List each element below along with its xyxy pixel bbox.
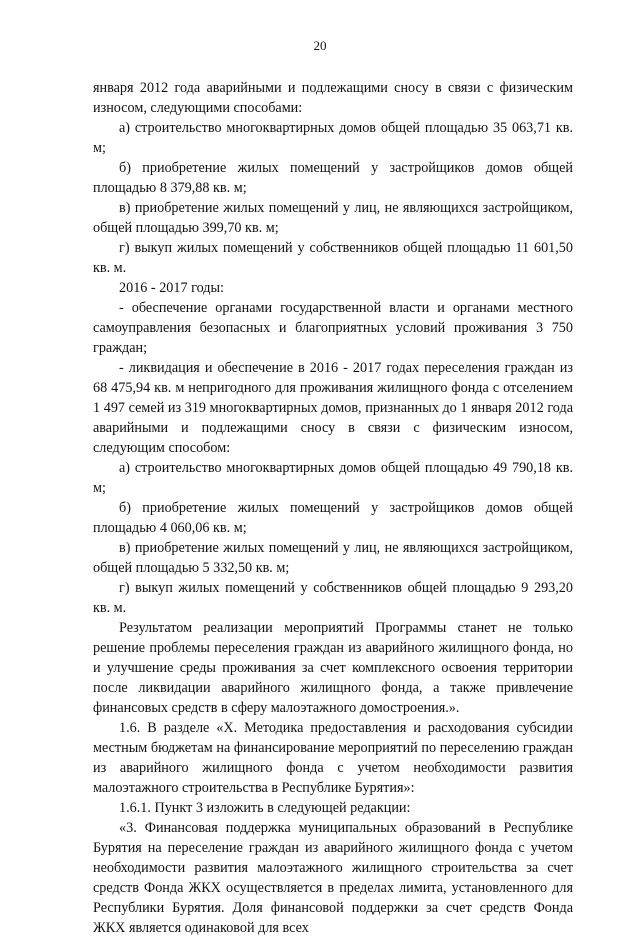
paragraph: - обеспечение органами государственной власти и органами местного самоуправления безопасных и благоприятных условий проживания 3 750 граждан; [93, 300, 573, 356]
paragraph: - ликвидация и обеспечение в 2016 - 2017 годах переселения граждан из 68 475,94 кв. м непригодного для проживания жилищного фонда с отселением 1 497 семей из 319 многоквартирных домов, признанных до 1 января 2012 года аварийными и подлежащими сносу в связи с физическим износом, следующим способом: [93, 360, 573, 456]
document-body [93, 78, 573, 938]
paragraph: в) приобретение жилых помещений у лиц, не являющихся застройщиком, общей площадью 5 332,50 кв. м; [93, 540, 573, 576]
paragraph: 1.6. В разделе «X. Методика предоставления и расходования субсидии местным бюджетам на финансирование мероприятий по переселению граждан из аварийного жилищного фонда с учетом необходимости развития малоэтажного строительства в Республике Бурятия»: [93, 720, 573, 796]
paragraph: а) строительство многоквартирных домов общей площадью 49 790,18 кв. м; [93, 460, 573, 496]
paragraph: б) приобретение жилых помещений у застройщиков домов общей площадью 4 060,06 кв. м; [93, 500, 573, 536]
paragraph: а) строительство многоквартирных домов общей площадью 35 063,71 кв. м; [93, 120, 573, 156]
paragraph: г) выкуп жилых помещений у собственников общей площадью 11 601,50 кв. м. [93, 240, 573, 276]
paragraph: г) выкуп жилых помещений у собственников общей площадью 9 293,20 кв. м. [93, 580, 573, 616]
paragraph: 2016 - 2017 годы: [119, 280, 224, 296]
page-number: 20 [313, 38, 327, 53]
paragraph: января 2012 года аварийными и подлежащими сносу в связи с физическим износом, следующими способами: [93, 80, 573, 116]
paragraph: в) приобретение жилых помещений у лиц, не являющихся застройщиком, общей площадью 399,70 кв. м; [93, 200, 573, 236]
paragraph: б) приобретение жилых помещений у застройщиков домов общей площадью 8 379,88 кв. м; [93, 160, 573, 196]
paragraph: 1.6.1. Пункт 3 изложить в следующей редакции: [119, 800, 411, 816]
paragraph: «3. Финансовая поддержка муниципальных образований в Республике Бурятия на переселение граждан из аварийного жилищного фонда с учетом необходимости развития малоэтажного жилищного строительства за счет средств Фонда ЖКХ осуществляется в пределах лимита, установленного для Республики Бурятия. Доля финансовой поддержки за счет средств Фонда ЖКХ является одинаковой для всех [93, 820, 573, 936]
paragraph: Результатом реализации мероприятий Программы станет не только решение проблемы переселения граждан из аварийного жилищного фонда, но и улучшение среды проживания за счет комплексного освоения территории после ликвидации аварийного жилищного фонда, а также привлечение финансовых средств в сферу малоэтажного домостроения.». [93, 620, 573, 716]
